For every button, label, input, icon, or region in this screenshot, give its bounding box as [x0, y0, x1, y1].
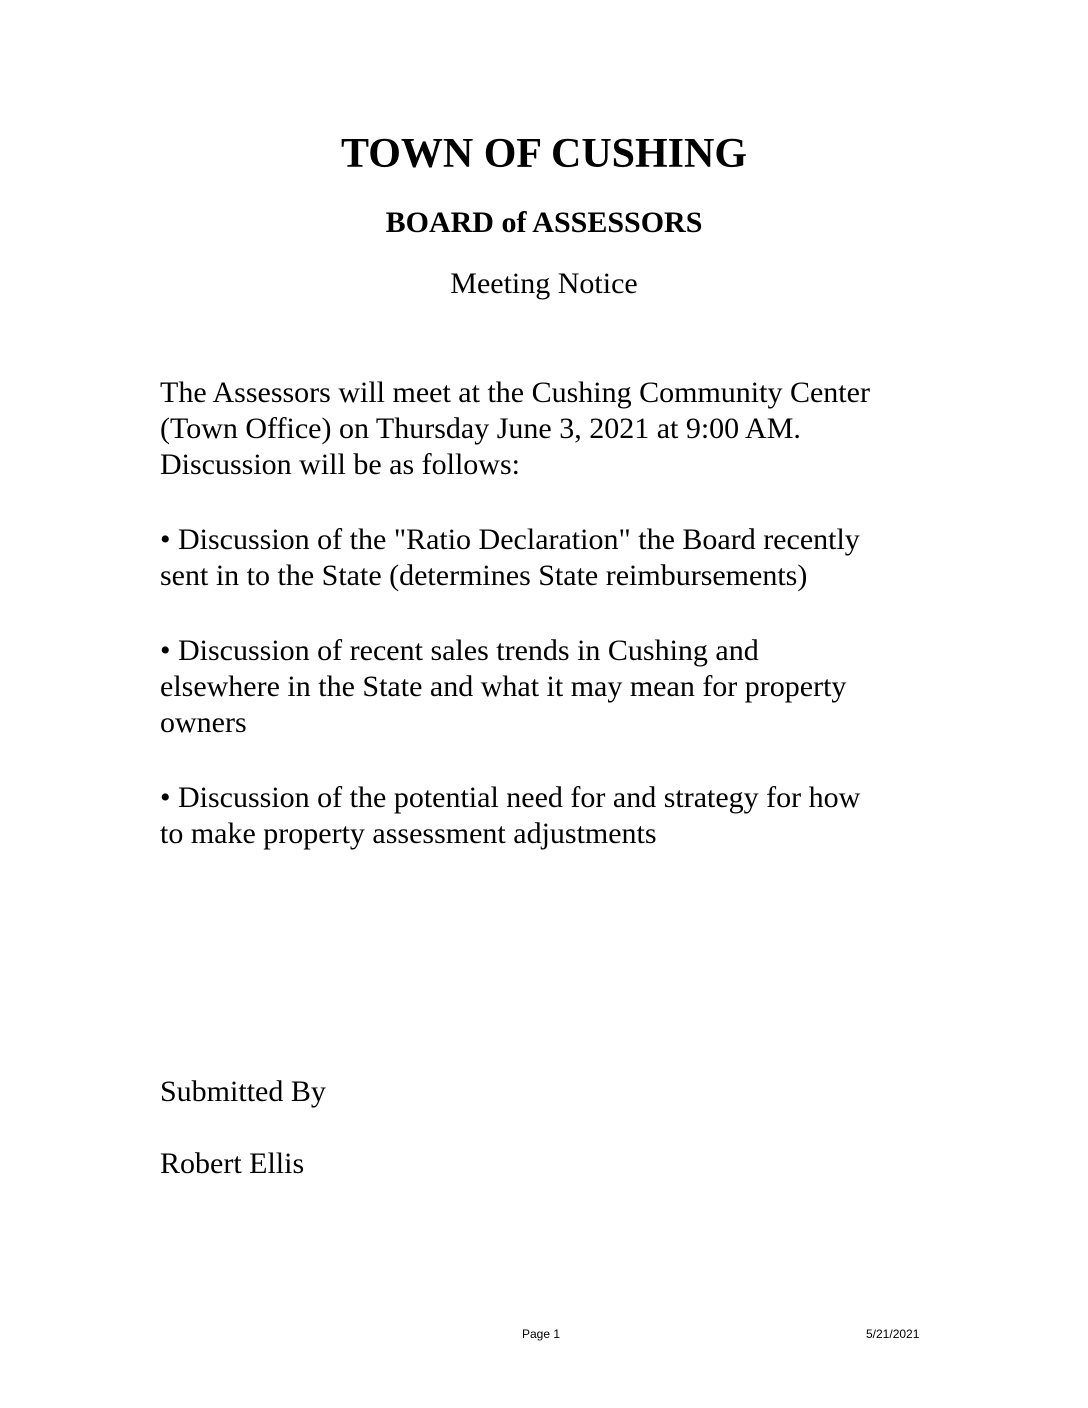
agenda-item-assessment-adjustments: • Discussion of the potential need for and strategy for how to make property assessment adjustments	[160, 781, 861, 850]
footer-date: 5/21/2021	[866, 1327, 920, 1341]
document-title: TOWN OF CUSHING	[340, 131, 748, 177]
footer-page-number: Page 1	[522, 1327, 561, 1341]
intro-paragraph: The Assessors will meet at the Cushing Community Center (Town Office) on Thursday June 3, 2021 at 9:00 AM. Discussion will be as follows:	[160, 376, 870, 481]
submitted-label: Submitted By	[160, 1075, 326, 1108]
agenda-item-sales-trends: • Discussion of recent sales trends in Cushing and elsewhere in the State and what it may mean for property owners	[160, 634, 847, 739]
notice-type: Meeting Notice	[450, 267, 638, 300]
agenda-item-ratio-declaration: • Discussion of the "Ratio Declaration" the Board recently sent in to the State (determines State reimbursements)	[160, 523, 860, 592]
document-subtitle: BOARD of ASSESSORS	[385, 206, 703, 239]
submitted-block	[160, 1038, 960, 1218]
submitter-name: Robert Ellis	[160, 1147, 305, 1180]
